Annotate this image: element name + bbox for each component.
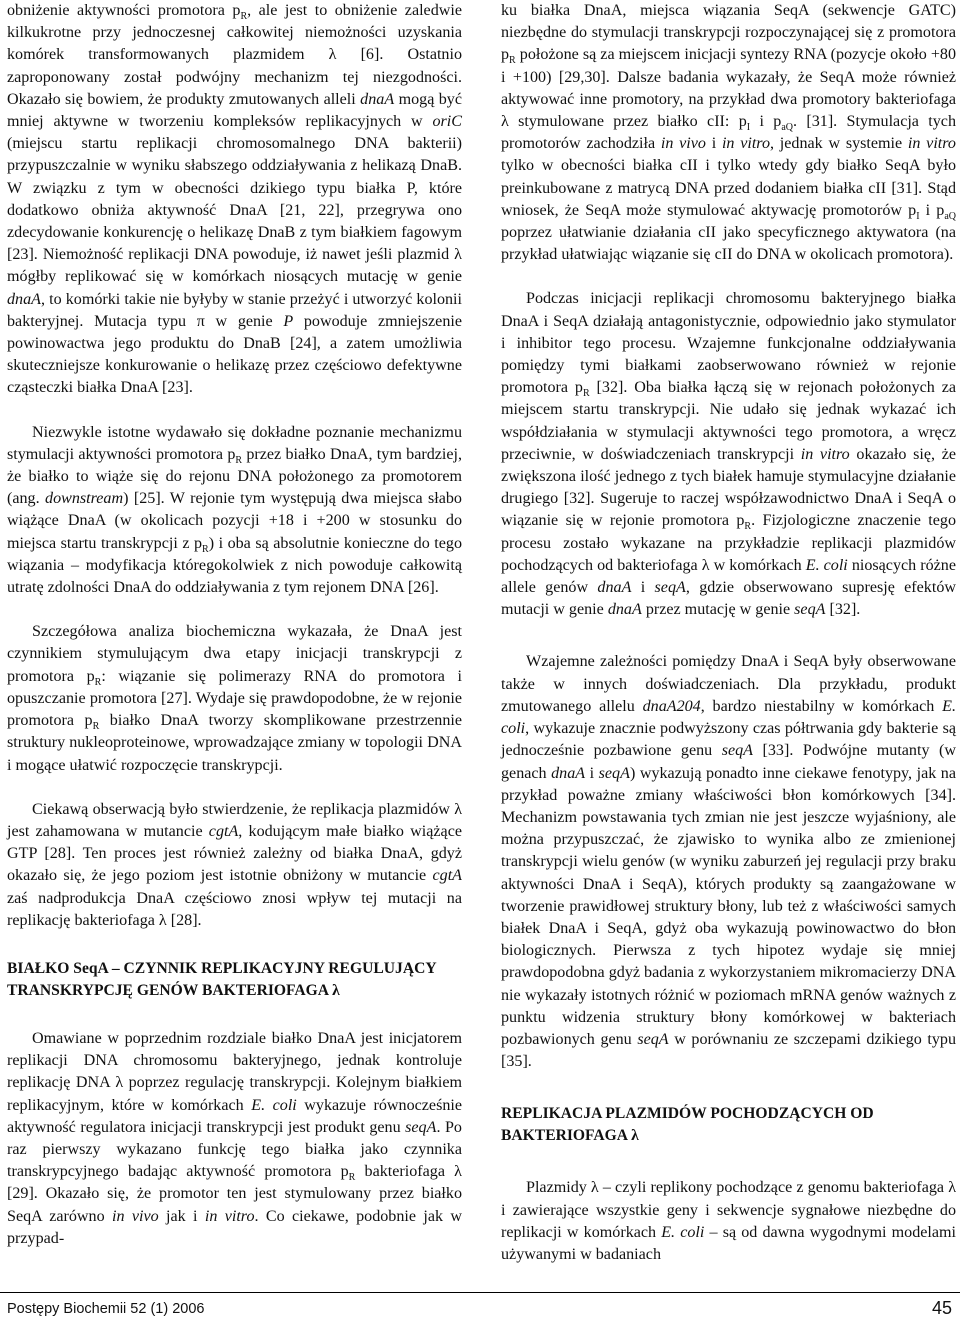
paragraph: Wzajemne zależności pomiędzy DnaA i SeqA były obserwowane także w innych doświadczeniach. Dla przykładu, produkt zmutowanego allelu dnaA204, bardzo niestabilny w komórkach E. coli, wykazuje znacznie podwyższony czas półtrwania gdy bakterie są jednocześnie pozbawione genu seqA [33]. Podwójne mutanty (w genach dnaA i seqA) wykazują ponadto inne ciekawe fenotypy, jak na przykład poważne zmiany właściwości błon komórkowych [34]. Mechanizm powstawania tych zmian nie jest jeszcze wyjaśniony, ale można przypuszczać, że zjawisko to wynika albo ze zmienionej transkrypcji wielu genów (w wyniku zaburzeń jej regulacji przy braku aktywności DnaA i SeqA), których produkty są zaangażowane w tworzenie prawidłowej struktury błony, lub też z właściwości samych białek DnaA i SeqA, gdyż oba wykazują powinowactwo do błon biologicznych. Pierwsza z tych hipotez wydaje się mniej prawdopodobna gdyż badania z wykorzystaniem mikromacierzy DNA nie wykazały istotnych różnić w poziomach mRNA genów ważnych z punktu widzenia struktury błony komórkowej w bakteriach pozbawionych genu seqA w porównaniu ze szczepami dzikiego typu [35]. [501,653,956,1071]
page-number: 45 [931,1298,952,1318]
paragraph: Niezwykle istotne wydawało się dokładne poznanie mechanizmu stymulacji aktywności promotora $p_R$ przez białko DnaA, tym bardziej, że białko to wiąże się do rejonu DNA położonego za promotorem (ang. downstream) [25]. W rejonie tym występują dwa miejsca słabo wiążące DnaA (w okolicach pozycji +18 i +200 w stosunku do miejsca startu transkrypcji z $p_R$) i oba są absolutnie konieczne do tego wiązania – modyfikacja któregokolwiek z nich powoduje całkowitą utratę zdolności DnaA do oddziaływania z tym rejonem DNA [26]. [7,423,463,597]
left-column [7,0,462,1250]
paragraph: Szczegółowa analiza biochemiczna wykazała, że DnaA jest czynnikiem stymulującym dwa etapy inicjacji transkrypcji z promotora $p_R$: wiązanie się polimerazy RNA do promotora i opuszczanie promotora [27]. Wydaje się prawdopodobne, że w rejonie promotora $p_R$ białko DnaA tworzy skomplikowane przestrzennie struktury nukleoproteinowe, wprowadzające zmiany w topologii DNA i mogące ułatwić rozpoczęcie transkrypcji. [7,623,463,774]
paragraph: Plazmidy λ – czyli replikony pochodzące z genomu bakteriofaga λ i zawierające wszystkie geny i sekwencje sygnałowe niezbędne do replikacji w komórkach E. coli – są od dawna wygodnymi modelami używanymi w badaniach [501,1179,957,1263]
paragraph: ku białka DnaA, miejsca wiązania SeqA (sekwencje GATC) niezbędne do stymulacji transkrypcji rozpoczynającej się z promotora $p_R$ położone są za miejscem inicjacji syntezy RNA (pozycje około +80 i +100) [29,30]. Dalsze badania wykazały, że SeqA może również aktywować inne promotory, na przykład dwa promotory bakteriofaga λ stymulowane przez białko cII: $p_I$ i $p_{aQ}$. [31]. Stymulacja tych promotorów zachodziła in vivo i in vitro, jednak w systemie in vitro tylko w obecności białka cII i tylko wtedy gdy białko SeqA było preinkubowane z matrycą DNA przed dodaniem białka cII [31]. Stąd wniosek, że SeqA może stymulować aktywację promotorów $p_I$ i $p_{aQ}$ poprzez ułatwianie działania cII jako specyficznego aktywatora (na przykład ułatwiając wiązanie się cII do DNA w okolicach promotora). [501,2,956,264]
paragraph: Omawiane w poprzednim rozdziale białko DnaA jest inicjatorem replikacji DNA chromosomu bakteryjnego, jednak kontroluje replikację DNA λ poprzez regulację transkrypcji. Kolejnym białkiem replikacyjnym, które w komórkach E. coli wykazuje równocześnie aktywność regulatora inicjacji transkrypcji jest produkt genu seqA. Po raz pierwszy wykazano funkcję tego białka jako czynnika transkrypcyjnego badając aktywność promotora $p_R$ bakteriofaga λ [29]. Okazało się, że promotor ten jest stymulowany przez białko SeqA zarówno in vivo jak i in vitro. Co ciekawe, podobnie jak w przypad- [7,1029,462,1247]
right-column [501,0,956,1266]
section-heading: BIAŁKO SeqA – CZYNNIK REPLIKACYJNY REGULUJĄCY TRANSKRYPCJĘ GENÓW BAKTERIOFAGA λ [7,959,437,999]
paragraph: Podczas inicjacji replikacji chromosomu bakteryjnego białka DnaA i SeqA działają antagonistycznie, odpowiednio jako stymulator i inhibitor tego procesu. Wzajemne funkcjonalne oddziaływania pomiędzy tymi białkami zaobserwowano również w rejonie promotora $p_R$ [32]. Oba białka łączą się w rejonach położonych za miejscem startu transkrypcji. Nie udało się jednak wykazać ich współdziałania w stymulacji aktywności tego promotora, a wręcz przeciwnie, w doświadczeniach transkrypcji in vitro okazało się, że zwiększona ilość jednego z tych białek hamuje stymulacyjne działanie drugiego [32]. Sugeruje to raczej współzawodnictwo DnaA i SeqA o wiązanie się w rejonie promotora $p_R$. Fizjologiczne znaczenie tego procesu zostało wykazane na przykładzie replikacji plazmidów pochodzących od bakteriofaga λ w komórkach E. coli niosących różne allele genów dnaA i seqA, gdzie obserwowano supresję efektów mutacji w genie dnaA przez mutację w genie seqA [32]. [501,290,957,619]
section-heading: REPLIKACJA PLAZMIDÓW POCHODZĄCYCH OD BAKTERIOFAGA λ [501,1105,874,1145]
journal-citation: Postępy Biochemii 52 (1) 2006 [7,1301,205,1317]
paragraph: obniżenie aktywności promotora $p_R$, ale jest to obniżenie zaledwie kilkukrotne przy jednoczesnej całkowitej niemożności uzyskania komórek transformowanych plazmidem λ [6]. Ostatnio zaproponowany został podwójny mechanizm tej niezgodności. Okazało się bowiem, że produkty zmutowanych alleli dnaA mogą być mniej aktywne w tworzeniu kompleksów replikacyjnych w oriC (miejscu startu replikacji chromosomalnego DNA bakterii) przypuszczalnie w wyniku słabszego oddziaływania z helikazą DnaB. W związku z tym w obecności dzikiego typu białka P, które dodatkowo obniża aktywność DnaA [21, 22], przegrywa ono zdecydowanie konkurencję o helikazę DnaB z tym białkiem fagowym [23]. Niemożność replikacji DNA powoduje, iż nawet jeśli plazmid λ mógłby replikować się w komórkach niosących mutację w genie dnaA, to komórki takie nie byłyby w stanie przeżyć i utworzyć kolonii bakteryjnej. Mutacja typu π w genie P powoduje zmniejszenie powinowactwa jego produktu do DnaB [24], a zatem umożliwia skuteczniejsze konkurowanie o helikazę przez częściowo defektywne cząsteczki białka DnaA [23]. [7,2,462,397]
page-footer [0,1292,960,1325]
paragraph: Ciekawą obserwacją było stwierdzenie, że replikacja plazmidów λ jest zahamowana w mutancie cgtA, kodującym małe białko wiążące GTP [28]. Ten proces jest również zależny od białka DnaA, gdyż okazało się, że jego poziom jest istotnie obniżony w mutancie cgtA zaś nadprodukcja DnaA częściowo znosi wpływ tej mutacji na replikację bakteriofaga λ [28]. [7,800,462,929]
